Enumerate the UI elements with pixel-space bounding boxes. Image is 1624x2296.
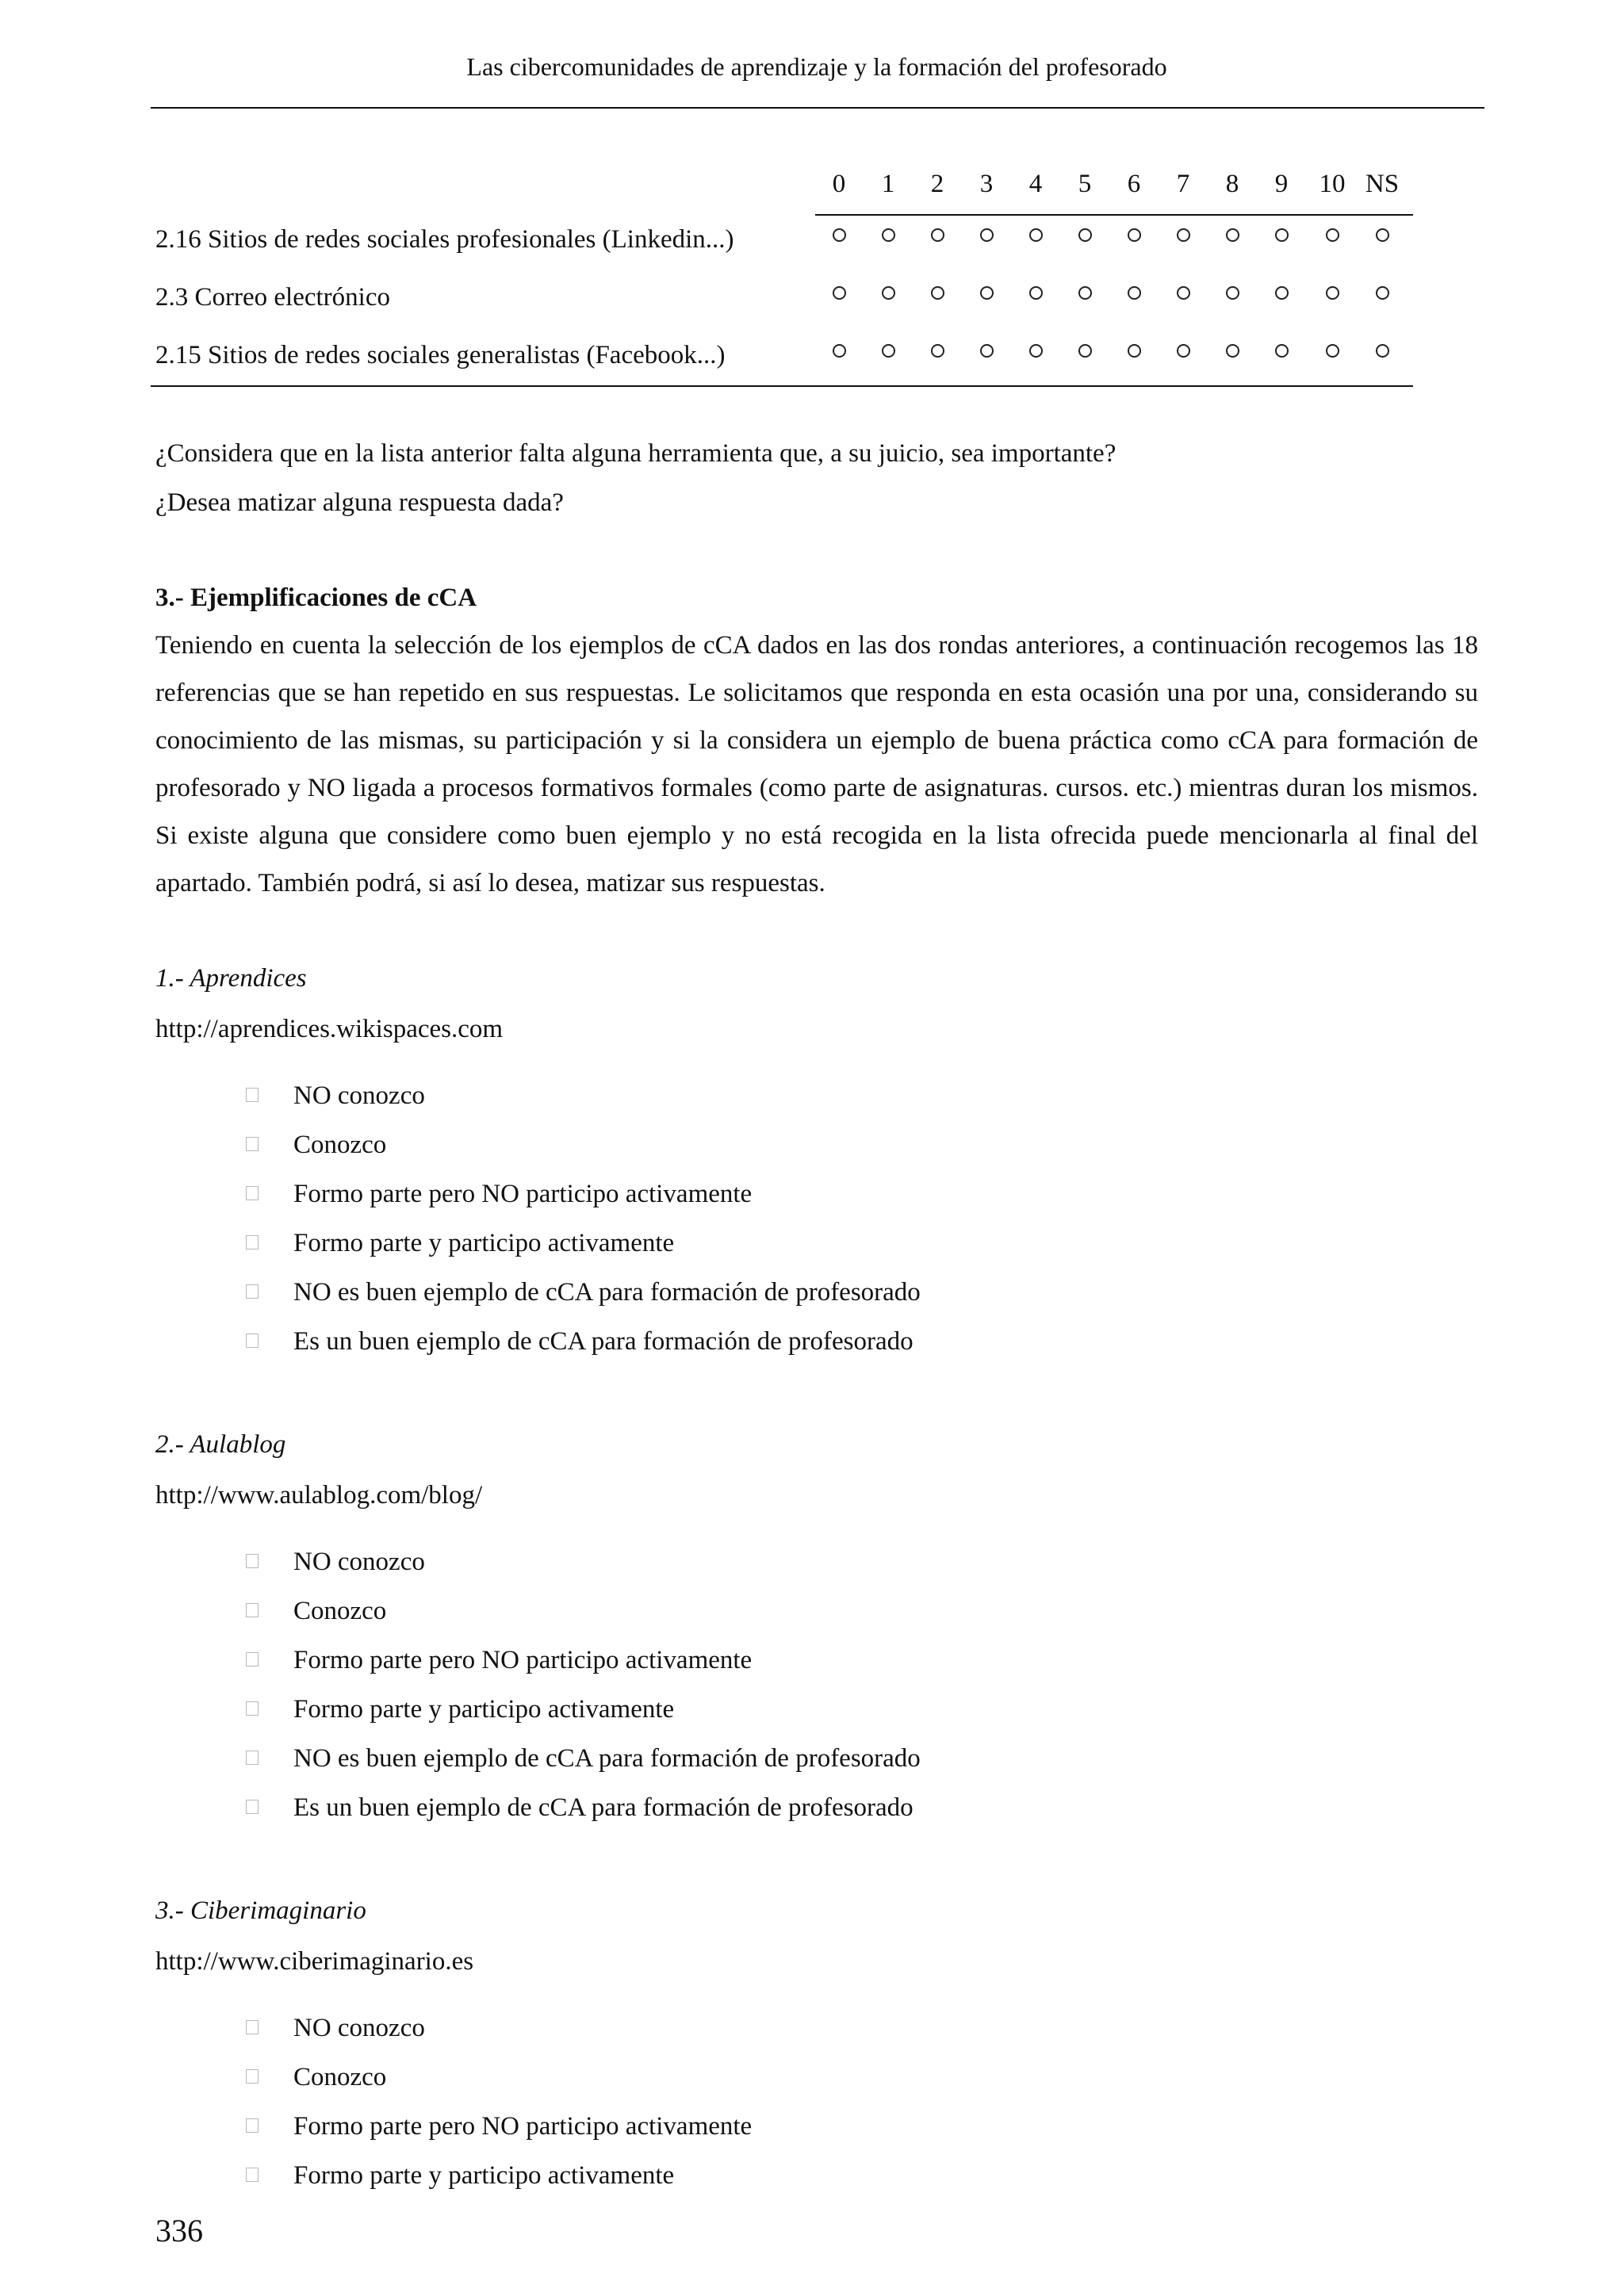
- scale-column-header: 0: [832, 170, 846, 198]
- option-label: Conozco: [293, 2063, 387, 2091]
- checkbox[interactable]: [246, 2118, 259, 2133]
- rating-radio-button[interactable]: [882, 228, 895, 242]
- checkbox[interactable]: [246, 1701, 259, 1716]
- rating-radio-button[interactable]: [833, 286, 846, 300]
- example-url: http://www.ciberimaginario.es: [155, 1947, 474, 1976]
- option-label: Formo parte y participo activamente: [293, 1229, 675, 1257]
- rating-radio-button[interactable]: [931, 228, 944, 242]
- scale-row-label: 2.16 Sitios de redes sociales profesionales (Linkedin...): [155, 225, 734, 254]
- option-label: Formo parte y participo activamente: [293, 2161, 675, 2190]
- rating-radio-button[interactable]: [1326, 344, 1339, 358]
- scale-row-label: 2.3 Correo electrónico: [155, 283, 390, 312]
- rating-radio-button[interactable]: [980, 344, 994, 358]
- rating-radio-button[interactable]: [833, 344, 846, 358]
- rating-radio-button[interactable]: [1128, 228, 1141, 242]
- rating-radio-button[interactable]: [1078, 344, 1092, 358]
- rating-radio-button[interactable]: [1177, 286, 1190, 300]
- rating-radio-button[interactable]: [931, 286, 944, 300]
- question-nuance-answer: ¿Desea matizar alguna respuesta dada?: [155, 488, 564, 517]
- scale-column-header: 8: [1225, 170, 1239, 198]
- option-label: Es un buen ejemplo de cCA para formación de profesorado: [293, 1793, 914, 1822]
- scale-column-header: 7: [1176, 170, 1190, 198]
- rating-radio-button[interactable]: [1226, 344, 1239, 358]
- rating-radio-button[interactable]: [833, 228, 846, 242]
- scale-column-header: 1: [881, 170, 895, 198]
- rating-radio-button[interactable]: [1029, 228, 1043, 242]
- option-label: Conozco: [293, 1597, 387, 1625]
- checkbox[interactable]: [246, 1554, 259, 1568]
- checkbox[interactable]: [246, 1137, 259, 1151]
- scale-column-header: 4: [1028, 170, 1043, 198]
- scale-column-header: 3: [979, 170, 994, 198]
- rating-radio-button[interactable]: [1226, 286, 1239, 300]
- option-label: Formo parte pero NO participo activamente: [293, 1180, 753, 1208]
- option-label: Formo parte pero NO participo activamente: [293, 2112, 753, 2141]
- option-label: Formo parte y participo activamente: [293, 1695, 675, 1724]
- option-label: NO conozco: [293, 1548, 425, 1576]
- rating-radio-button[interactable]: [1029, 344, 1043, 358]
- checkbox[interactable]: [246, 1751, 259, 1765]
- scale-header-rule: [815, 214, 1413, 216]
- rating-radio-button[interactable]: [1177, 344, 1190, 358]
- checkbox[interactable]: [246, 2069, 259, 2084]
- rating-radio-button[interactable]: [1376, 286, 1389, 300]
- option-label: Es un buen ejemplo de cCA para formación de profesorado: [293, 1327, 914, 1356]
- scale-column-header: 6: [1127, 170, 1141, 198]
- rating-radio-button[interactable]: [1078, 228, 1092, 242]
- rating-radio-button[interactable]: [1226, 228, 1239, 242]
- rating-radio-button[interactable]: [1177, 228, 1190, 242]
- header-rule: [151, 107, 1484, 109]
- checkbox[interactable]: [246, 1186, 259, 1200]
- checkbox[interactable]: [246, 1800, 259, 1814]
- section-intro: Teniendo en cuenta la selección de los ejemplos de cCA dados en las dos rondas anteriores, a continuación recogemos las 18 referencias que se han repetido en sus respuestas. Le solicitamos que responda en esta ocasión una por una, considerando su conocimiento de las mismas, su participación y si la considera un ejemplo de buena práctica como cCA para formación de profesorado y NO ligada a procesos formativos formales (como parte de asignaturas. cursos. etc.) mientras duran los mismos. Si existe alguna que considere como buen ejemplo y no está recogida en la lista ofrecida puede mencionarla al final del apartado. También podrá, si así lo desea, matizar sus respuestas.: [155, 631, 1478, 897]
- rating-radio-button[interactable]: [1029, 286, 1043, 300]
- example-url: http://aprendices.wikispaces.com: [155, 1015, 504, 1043]
- rating-radio-button[interactable]: [931, 344, 944, 358]
- example-url: http://www.aulablog.com/blog/: [155, 1481, 483, 1510]
- page-number: 336: [155, 2213, 203, 2248]
- scale-row-label: 2.15 Sitios de redes sociales generalistas (Facebook...): [155, 341, 726, 369]
- rating-radio-button[interactable]: [1326, 286, 1339, 300]
- option-label: NO conozco: [293, 2014, 425, 2042]
- rating-radio-button[interactable]: [980, 286, 994, 300]
- rating-radio-button[interactable]: [1376, 228, 1389, 242]
- example-title: 2.- Aulablog: [155, 1430, 286, 1459]
- checkbox[interactable]: [246, 1088, 259, 1102]
- rating-radio-button[interactable]: [1326, 228, 1339, 242]
- option-label: NO es buen ejemplo de cCA para formación de profesorado: [293, 1278, 921, 1307]
- scale-column-header: 10: [1319, 170, 1346, 198]
- scale-bottom-rule: [151, 385, 1413, 387]
- checkbox[interactable]: [246, 2168, 259, 2182]
- checkbox[interactable]: [246, 2020, 259, 2034]
- rating-radio-button[interactable]: [1376, 344, 1389, 358]
- running-header: Las cibercomunidades de aprendizaje y la formación del profesorado: [466, 52, 1167, 81]
- example-title: 3.- Ciberimaginario: [155, 1896, 366, 1925]
- checkbox[interactable]: [246, 1235, 259, 1249]
- checkbox[interactable]: [246, 1603, 259, 1617]
- rating-radio-button[interactable]: [882, 344, 895, 358]
- section-heading: 3.- Ejemplificaciones de cCA: [155, 584, 477, 612]
- checkbox[interactable]: [246, 1334, 259, 1348]
- rating-radio-button[interactable]: [980, 228, 994, 242]
- scale-column-header: 9: [1274, 170, 1289, 198]
- option-label: Formo parte pero NO participo activamente: [293, 1646, 753, 1674]
- rating-radio-button[interactable]: [1275, 286, 1289, 300]
- rating-radio-button[interactable]: [1275, 344, 1289, 358]
- checkbox[interactable]: [246, 1652, 259, 1667]
- rating-radio-button[interactable]: [882, 286, 895, 300]
- option-label: Conozco: [293, 1131, 387, 1159]
- scale-column-header: 5: [1078, 170, 1092, 198]
- checkbox[interactable]: [246, 1284, 259, 1299]
- scale-column-header: 2: [930, 170, 944, 198]
- rating-radio-button[interactable]: [1128, 286, 1141, 300]
- option-label: NO es buen ejemplo de cCA para formación de profesorado: [293, 1744, 921, 1773]
- rating-radio-button[interactable]: [1128, 344, 1141, 358]
- rating-radio-button[interactable]: [1275, 228, 1289, 242]
- rating-radio-button[interactable]: [1078, 286, 1092, 300]
- scale-column-header: NS: [1365, 170, 1400, 198]
- example-title: 1.- Aprendices: [155, 964, 307, 993]
- option-label: NO conozco: [293, 1081, 425, 1110]
- question-missing-tool: ¿Considera que en la lista anterior falta alguna herramienta que, a su juicio, sea importante?: [155, 439, 1116, 468]
